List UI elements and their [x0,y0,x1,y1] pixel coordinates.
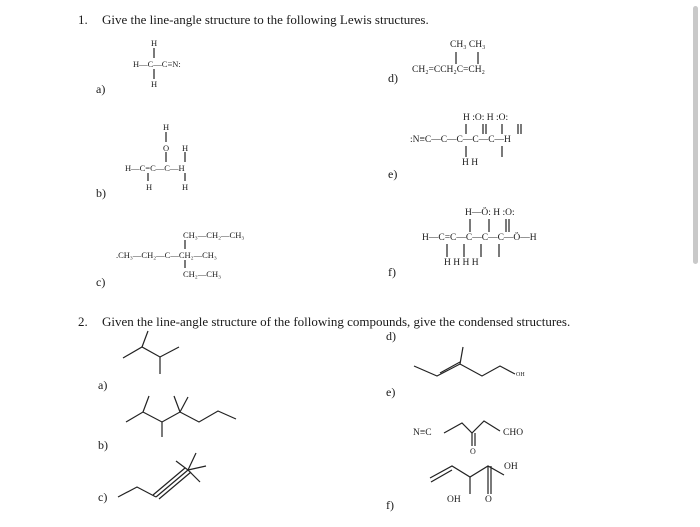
q1-label-c: c) [96,275,106,289]
lewis-1c-bottom-branch: CH₂—CH₃ [183,269,222,279]
lewis-1b-bottom-h-right: H [182,182,189,192]
q2e-nitrile-label: N≡C [413,428,432,438]
lewis-1b-oxygen: O [163,143,170,153]
q2e-ketone-o-label: O [470,447,476,456]
lewis-1d-vertical-bonds [456,52,478,64]
q1-label-b: b) [96,186,106,200]
lewis-1b-bottom-h-left: H [146,182,153,192]
q2-label-e: e) [386,385,396,399]
lewis-1a-chain: H—C—C≡N: [133,59,181,69]
question-1-text: Give the line-angle structure to the following Lewis structures. [102,12,429,27]
lewis-1f-top: H—Ö: H :O: [465,208,515,218]
q1-label-f: f) [388,265,396,279]
q2-label-a: a) [98,378,108,392]
lewis-1b-top-h: H [163,122,170,132]
q2-label-d: d) [386,329,396,343]
lewis-1e-top: H :O: H :O: [463,113,509,123]
lewis-1b-chain: H—C=C—C—H [125,163,185,173]
lewis-1e-chain: :N≡C—C—C—C—C—H [410,135,511,145]
skeletal-structure-2a [123,331,179,374]
skeletal-structure-2d [414,347,515,376]
lewis-1d-chain: CH₂=CCH₂C=CH₂ [412,65,485,75]
question-2-text: Given the line-angle structure of the following compounds, give the condensed structures. [102,314,571,329]
lewis-1c-top-branch: CH₃—CH₂—CH₃ [183,230,245,240]
lewis-1a-top-h: H [151,38,158,48]
lewis-1e-vertical-bonds [466,124,521,157]
q2f-oh-bottom-label: OH [447,495,461,505]
question-1-number: 1. [78,12,88,27]
lewis-1f-chain: H—C=C—C—C—C—Ö—H [422,233,537,243]
lewis-1b-oh-h: H [182,143,189,153]
q2d-oh-label: OH [516,372,525,378]
lewis-1e-bottom: H H [462,158,479,168]
lewis-1a-bottom-h: H [151,79,158,89]
question-2-number: 2. [78,314,88,329]
lewis-1c-main-chain: .CH₃—CH₂—C—CH₂—CH₃ [116,250,217,260]
q1-label-a: a) [96,82,106,96]
lewis-1b-vertical-bonds [148,132,185,181]
q1-label-d: d) [388,71,398,85]
skeletal-structure-2f [430,466,504,494]
skeletal-structure-2c [118,453,206,499]
q2-label-f: f) [386,498,394,512]
q2-label-b: b) [98,438,108,452]
lewis-1f-vertical-bonds [447,219,509,257]
skeletal-structure-2e [444,421,500,446]
lewis-1f-bottom: H H H H [444,258,479,268]
q1-label-e: e) [388,167,398,181]
skeletal-structure-2b [126,396,236,437]
q2-label-c: c) [98,490,108,504]
q2f-oh-top-label: OH [504,462,518,472]
lewis-1d-methyls: CH₃ CH₃ [450,40,486,50]
q2f-carbonyl-o-label: O [485,495,492,505]
q2e-aldehyde-label: CHO [503,428,524,438]
